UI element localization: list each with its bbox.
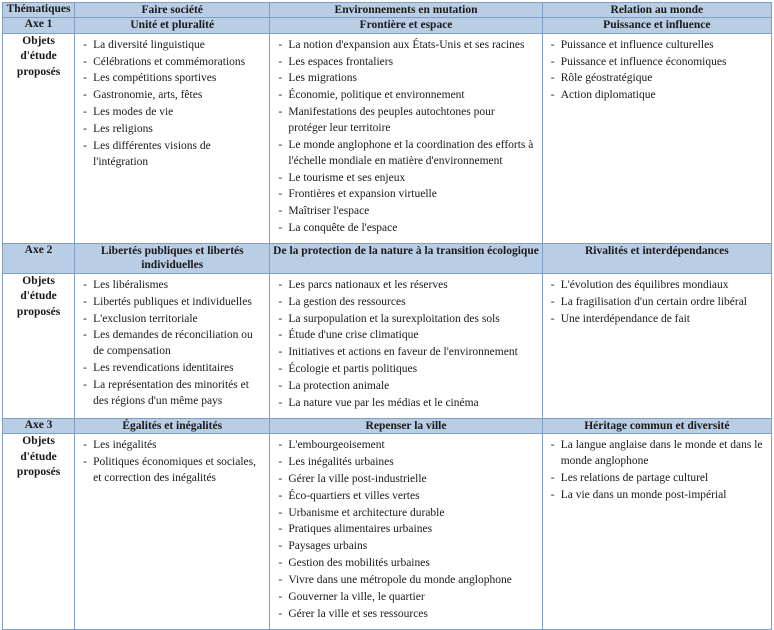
axis-label-2: Axe 2 bbox=[3, 244, 75, 274]
axis-3-cell-a bbox=[75, 434, 270, 629]
list-item: - Les demandes de réconciliation ou de compensation bbox=[83, 328, 263, 360]
list-item: - Manifestations des peuples autochtones pour protéger leur territoire bbox=[278, 105, 535, 137]
axis-1-title-c: Puissance et influence bbox=[542, 18, 771, 33]
list-item: - Puissance et influence économiques bbox=[551, 55, 765, 71]
axis-2-list-c bbox=[543, 274, 771, 334]
objets-etude-label-2 bbox=[3, 273, 75, 418]
thematiques-table bbox=[2, 2, 772, 630]
axis-2-list-b bbox=[270, 274, 541, 418]
objets-line-1: Objets bbox=[22, 435, 55, 448]
list-item: - Économie, politique et environnement bbox=[278, 88, 535, 104]
list-item: - Les compétitions sportives bbox=[83, 71, 263, 87]
list-item: - La notion d'expansion aux États-Unis et ses racines bbox=[278, 38, 535, 54]
axis-3-title-a: Égalités et inégalités bbox=[75, 418, 270, 433]
list-item: - Paysages urbains bbox=[278, 539, 535, 555]
axis-1-cell-c bbox=[542, 33, 771, 243]
axis-3-cell-b bbox=[270, 434, 542, 629]
list-item: - Les parcs nationaux et les réserves bbox=[278, 278, 535, 294]
list-item: - Célébrations et commémorations bbox=[83, 55, 263, 71]
list-item: - L'exclusion territoriale bbox=[83, 312, 263, 328]
list-item: - Éco-quartiers et villes vertes bbox=[278, 489, 535, 505]
list-item: - Étude d'une crise climatique bbox=[278, 328, 535, 344]
list-item: - Action diplomatique bbox=[551, 88, 765, 104]
axis-1-cell-b bbox=[270, 33, 542, 243]
list-item: - La diversité linguistique bbox=[83, 38, 263, 54]
list-item: - Les religions bbox=[83, 122, 263, 138]
list-item: - Les modes de vie bbox=[83, 105, 263, 121]
list-item: - Politiques économiques et sociales, et correction des inégalités bbox=[83, 455, 263, 487]
axis-content-row-1 bbox=[3, 33, 772, 243]
list-item: - La gestion des ressources bbox=[278, 295, 535, 311]
list-item: - Le monde anglophone et la coordination des efforts à l'échelle mondiale en matière d'environnement bbox=[278, 138, 535, 170]
axis-3-list-a bbox=[75, 434, 269, 493]
list-item: - L'évolution des équilibres mondiaux bbox=[551, 278, 765, 294]
axis-3-list-b bbox=[270, 434, 541, 628]
objets-etude-label-3 bbox=[3, 434, 75, 629]
list-item: - Le tourisme et ses enjeux bbox=[278, 171, 535, 187]
axis-3-list-c bbox=[543, 434, 771, 509]
axis-title-row-2 bbox=[3, 244, 772, 274]
objets-line-3: proposés bbox=[16, 305, 61, 318]
list-item: - Pratiques alimentaires urbaines bbox=[278, 522, 535, 538]
axis-1-list-b bbox=[270, 34, 541, 243]
list-item: - Les inégalités bbox=[83, 438, 263, 454]
objets-line-2: d'étude bbox=[20, 50, 57, 63]
list-item: - Les revendications identitaires bbox=[83, 361, 263, 377]
list-item: - Puissance et influence culturelles bbox=[551, 38, 765, 54]
list-item: - Urbanisme et architecture durable bbox=[278, 506, 535, 522]
objets-line-2: d'étude bbox=[20, 450, 57, 463]
list-item: - La langue anglaise dans le monde et dans le monde anglophone bbox=[551, 438, 765, 470]
axis-3-title-c: Héritage commun et diversité bbox=[542, 418, 771, 433]
list-item: - Libertés publiques et individuelles bbox=[83, 295, 263, 311]
axis-2-cell-b bbox=[270, 273, 542, 418]
header-thematiques: Thématiques bbox=[3, 3, 75, 18]
list-item: - La nature vue par les médias et le cinéma bbox=[278, 396, 535, 412]
list-item: - Initiatives et actions en faveur de l'environnement bbox=[278, 345, 535, 361]
axis-2-title-a: Libertés publiques et libertés individuelles bbox=[75, 244, 270, 274]
table-header-row bbox=[3, 3, 772, 18]
list-item: - Les relations de partage culturel bbox=[551, 471, 765, 487]
axis-2-list-a bbox=[75, 274, 269, 416]
list-item: - La protection animale bbox=[278, 379, 535, 395]
header-col-faire-societe: Faire société bbox=[75, 3, 270, 18]
objets-line-1: Objets bbox=[22, 274, 55, 287]
header-col-environnements: Environnements en mutation bbox=[270, 3, 542, 18]
objets-line-3: proposés bbox=[16, 466, 61, 479]
axis-1-list-a bbox=[75, 34, 269, 177]
list-item: - Frontières et expansion virtuelle bbox=[278, 187, 535, 203]
axis-1-title-a: Unité et pluralité bbox=[75, 18, 270, 33]
list-item: - Gérer la ville post-industrielle bbox=[278, 472, 535, 488]
objets-etude-label-1 bbox=[3, 33, 75, 243]
list-item: - Gérer la ville et ses ressources bbox=[278, 607, 535, 623]
header-col-relation-monde: Relation au monde bbox=[542, 3, 771, 18]
list-item: - Écologie et partis politiques bbox=[278, 362, 535, 378]
axis-3-cell-c bbox=[542, 434, 771, 629]
axis-content-row-2 bbox=[3, 273, 772, 418]
list-item: - Les espaces frontaliers bbox=[278, 55, 535, 71]
list-item: - Les différentes visions de l'intégration bbox=[83, 139, 263, 171]
axis-title-row-3 bbox=[3, 418, 772, 433]
list-item: - La vie dans un monde post-impérial bbox=[551, 488, 765, 504]
list-item: - La conquête de l'espace bbox=[278, 221, 535, 237]
list-item: - La fragilisation d'un certain ordre libéral bbox=[551, 295, 765, 311]
objets-line-3: proposés bbox=[16, 65, 61, 78]
list-item: - Vivre dans une métropole du monde anglophone bbox=[278, 573, 535, 589]
axis-2-cell-c bbox=[542, 273, 771, 418]
axis-label-1: Axe 1 bbox=[3, 18, 75, 33]
axis-2-cell-a bbox=[75, 273, 270, 418]
axis-2-title-b: De la protection de la nature à la transition écologique bbox=[270, 244, 542, 274]
list-item: - Gastronomie, arts, fêtes bbox=[83, 88, 263, 104]
axis-2-title-c: Rivalités et interdépendances bbox=[542, 244, 771, 274]
axis-3-title-b: Repenser la ville bbox=[270, 418, 542, 433]
axis-title-row-1 bbox=[3, 18, 772, 33]
objets-line-1: Objets bbox=[22, 34, 55, 47]
list-item: - Les libéralismes bbox=[83, 278, 263, 294]
list-item: - La surpopulation et la surexploitation des sols bbox=[278, 312, 535, 328]
list-item: - L'embourgeoisement bbox=[278, 438, 535, 454]
list-item: - La représentation des minorités et des régions d'un même pays bbox=[83, 378, 263, 410]
axis-label-3: Axe 3 bbox=[3, 418, 75, 433]
objets-line-2: d'étude bbox=[20, 290, 57, 303]
list-item: - Une interdépendance de fait bbox=[551, 312, 765, 328]
list-item: - Les migrations bbox=[278, 71, 535, 87]
axis-1-title-b: Frontière et espace bbox=[270, 18, 542, 33]
list-item: - Les inégalités urbaines bbox=[278, 455, 535, 471]
axis-content-row-3 bbox=[3, 434, 772, 629]
list-item: - Maîtriser l'espace bbox=[278, 204, 535, 220]
list-item: - Gestion des mobilités urbaines bbox=[278, 556, 535, 572]
axis-1-list-c bbox=[543, 34, 771, 110]
list-item: - Rôle géostratégique bbox=[551, 71, 765, 87]
list-item: - Gouverner la ville, le quartier bbox=[278, 590, 535, 606]
axis-1-cell-a bbox=[75, 33, 270, 243]
